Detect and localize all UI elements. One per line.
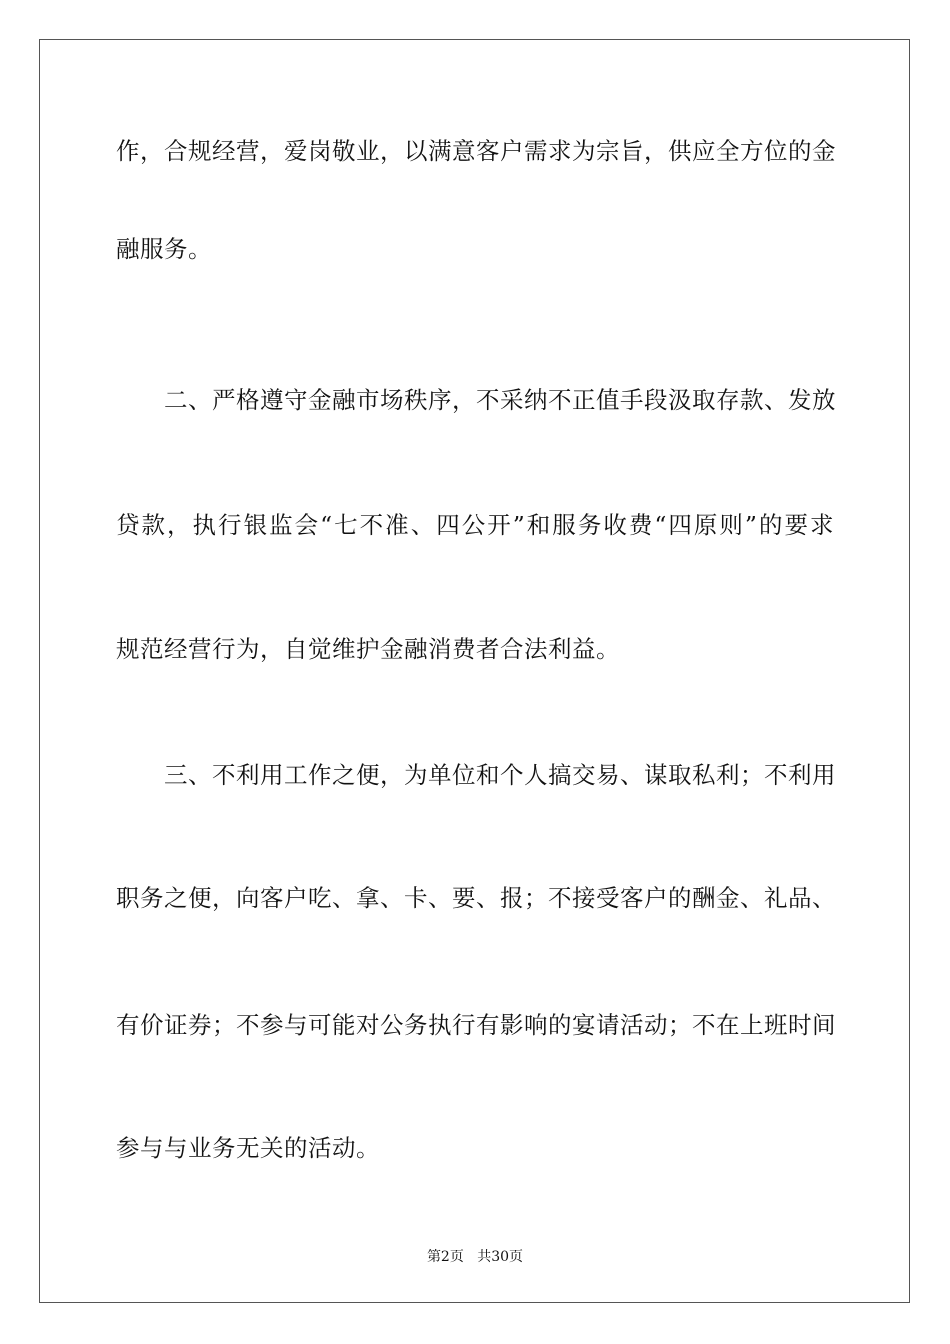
text-line-1: 作，合规经营，爱岗敬业，以满意客户需求为宗旨，供应全方位的金 [116, 137, 836, 165]
page-footer [0, 1248, 950, 1266]
text-line-2: 融服务。 [116, 235, 212, 263]
text-line-9: 参与与业务无关的活动。 [116, 1134, 380, 1162]
text-line-5: 规范经营行为，自觉维护金融消费者合法利益。 [116, 635, 620, 663]
page-number: 第2页 [426, 1249, 464, 1265]
text-line-6: 三、不利用工作之便，为单位和个人搞交易、谋取私利；不利用 [164, 761, 836, 789]
page-frame [39, 39, 910, 1303]
text-line-8: 有价证券；不参与可能对公务执行有影响的宴请活动；不在上班时间 [116, 1011, 836, 1039]
page-total: 共30页 [477, 1249, 524, 1265]
text-line-4: 贷款，执行银监会“七不准、四公开”和服务收费“四原则”的要求 [116, 511, 834, 539]
text-line-3: 二、严格遵守金融市场秩序，不采纳不正值手段汲取存款、发放 [164, 386, 836, 414]
text-line-7: 职务之便，向客户吃、拿、卡、要、报；不接受客户的酬金、礼品、 [116, 884, 836, 912]
